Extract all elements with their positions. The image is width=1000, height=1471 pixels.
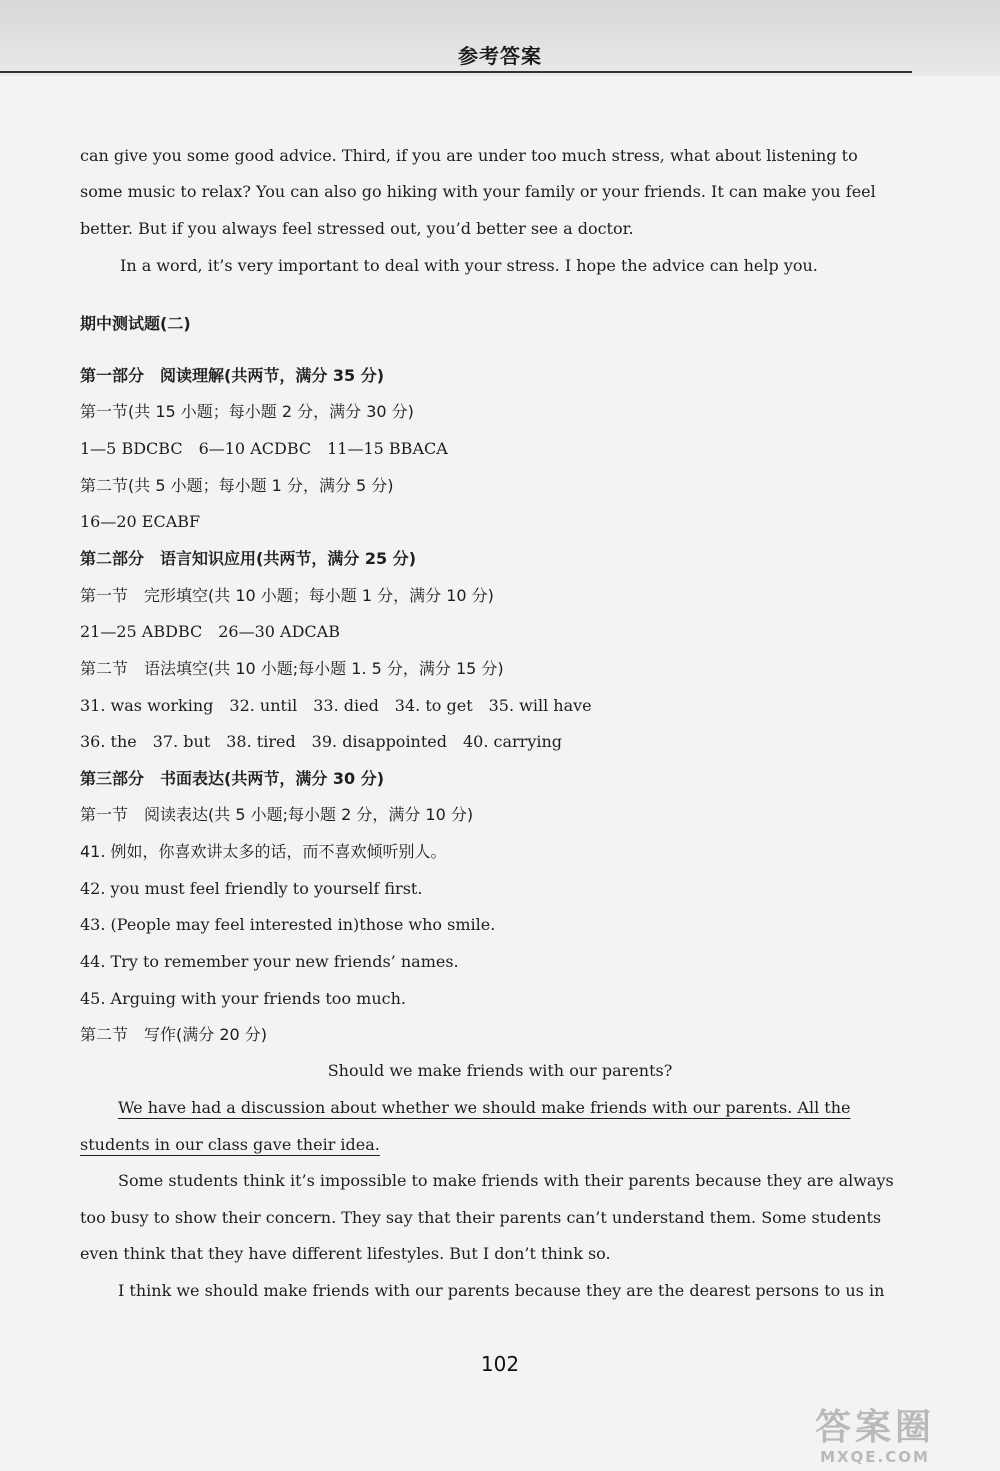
answer-line: 45. Arguing with your friends too much. [80,989,406,1008]
sub-heading: 第一节(共 15 小题；每小题 2 分，满分 30 分) [80,402,414,421]
text-line: better. But if you always feel stressed out, you’d better see a doctor. [80,219,634,238]
essay-line: students in our class gave their idea. [80,1135,380,1154]
essay-line: We have had a discussion about whether we should make friends with our parents. All the [118,1098,851,1117]
answer-line: 36. the 37. but 38. tired 39. disappointed 40. carrying [80,732,563,751]
watermark-main: 答案圈 [814,1407,935,1448]
watermark-sub: MXQE.COM [820,1448,930,1466]
answer-line: 1—5 BDCBC 6—10 ACDBC 11—15 BBACA [80,439,448,458]
sub-heading: 第一节 阅读表达(共 5 小题;每小题 2 分，满分 10 分) [80,805,474,824]
answer-line: 16—20 ECABF [80,512,201,531]
answer-line: 21—25 ABDBC 26—30 ADCAB [80,622,340,641]
essay-line: I think we should make friends with our parents because they are the dearest persons to us in [118,1281,885,1300]
essay-line: Some students think it’s impossible to make friends with their parents because they are always [118,1171,894,1190]
text-line: can give you some good advice. Third, if you are under too much stress, what about listening to [80,146,858,165]
answer-line: 43. (People may feel interested in)those who smile. [80,915,496,934]
essay-line: too busy to show their concern. They say that their parents can’t understand them. Some students [80,1208,882,1227]
essay-line: even think that they have different lifestyles. But I don’t think so. [80,1244,611,1263]
sub-heading: 第二节 语法填空(共 10 小题;每小题 1. 5 分，满分 15 分) [80,659,504,678]
answer-line: 44. Try to remember your new friends’ names. [80,952,459,971]
part-heading: 第一部分 阅读理解(共两节，满分 35 分) [80,366,385,385]
header-rule [0,71,912,73]
answer-line: 42. you must feel friendly to yourself first. [80,879,423,898]
page-number: 102 [480,1352,520,1376]
sub-heading: 第二节 写作(满分 20 分) [80,1025,268,1044]
text-line: some music to relax? You can also go hiking with your family or your friends. It can make you feel [80,182,876,201]
answer-line: 31. was working 32. until 33. died 34. to get 35. will have [80,696,592,715]
answer-line: 41. 例如，你喜欢讲太多的话，而不喜欢倾听别人。 [80,842,447,861]
sub-heading: 第二节(共 5 小题；每小题 1 分，满分 5 分) [80,476,394,495]
watermark-logo [770,1408,980,1466]
part-heading: 第三部分 书面表达(共两节，满分 30 分) [80,769,385,788]
section-title: 期中测试题(二) [80,314,191,333]
sub-heading: 第一节 完形填空(共 10 小题；每小题 1 分，满分 10 分) [80,586,494,605]
page-header [0,0,1000,76]
text-line: In a word, it’s very important to deal with your stress. I hope the advice can help you. [120,256,818,275]
part-heading: 第二部分 语言知识应用(共两节，满分 25 分) [80,549,417,568]
header-title: 参考答案 [458,44,542,68]
essay-title: Should we make friends with our parents? [327,1061,673,1080]
